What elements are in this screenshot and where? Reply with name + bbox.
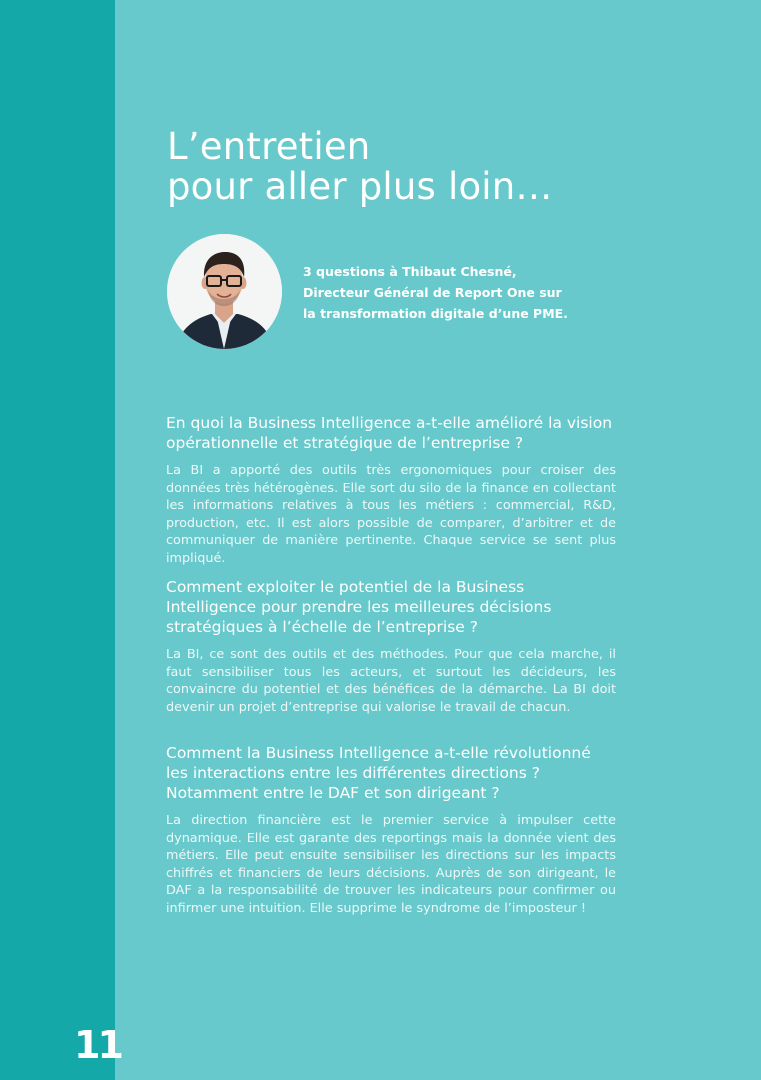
answer-2: La BI, ce sont des outils et des méthodes. Pour que cela marche, il faut sensibiliser tous les acteurs, et surtout les décideurs, les convaincre du potentiel et des bénéfices de la démarche. La BI doit devenir un projet d’entreprise qui valorise le travail de chacun. (166, 647, 616, 715)
page-title-line-2: pour aller plus loin… (167, 165, 553, 208)
page-title (167, 127, 553, 207)
qa-block-1 (166, 413, 616, 568)
question-2: Comment exploiter le potentiel de la Business Intelligence pour prendre les meilleures décisions stratégiques à l’échelle de l’entreprise ? (166, 578, 552, 636)
page-number: 11 (74, 1023, 121, 1067)
answer-1: La BI a apporté des outils très ergonomiques pour croiser des données très hétérogènes. Elle sort du silo de la finance en collectant les informations relatives à tous les métiers : commercial, R&D, production, etc. Il est alors possible de comparer, d’arbitrer et de communiquer de manière pertinente. Chaque service se sent plus impliqué. (166, 463, 616, 566)
interview-intro (303, 261, 623, 324)
question-1: En quoi la Business Intelligence a-t-elle amélioré la vision opérationnelle et stratégique de l’entreprise ? (166, 414, 613, 452)
intro-line-3: la transformation digitale d’une PME. (303, 306, 568, 321)
intro-line-2: Directeur Général de Report One sur (303, 285, 562, 300)
qa-block-2 (166, 577, 616, 716)
page-title-line-1: L’entretien (167, 125, 371, 168)
qa-block-3 (166, 743, 616, 918)
portrait-image (167, 234, 282, 349)
side-band (0, 0, 115, 1080)
answer-3: La direction financière est le premier service à impulser cette dynamique. Elle est garante des reportings mais la donnée vient des métiers. Elle peut ensuite sensibiliser les directions sur les impacts chiffrés et financiers de leurs décisions. Auprès de son dirigeant, le DAF a la responsabilité de trouver les indicateurs pour confirmer ou infirmer une intuition. Elle supprime le syndrome de l’imposteur ! (166, 813, 616, 916)
intro-line-1: 3 questions à Thibaut Chesné, (303, 264, 517, 279)
question-3: Comment la Business Intelligence a-t-elle révolutionné les interactions entre les différentes directions ? Notamment entre le DAF et son dirigeant ? (166, 744, 591, 802)
interviewee-portrait (167, 234, 282, 349)
